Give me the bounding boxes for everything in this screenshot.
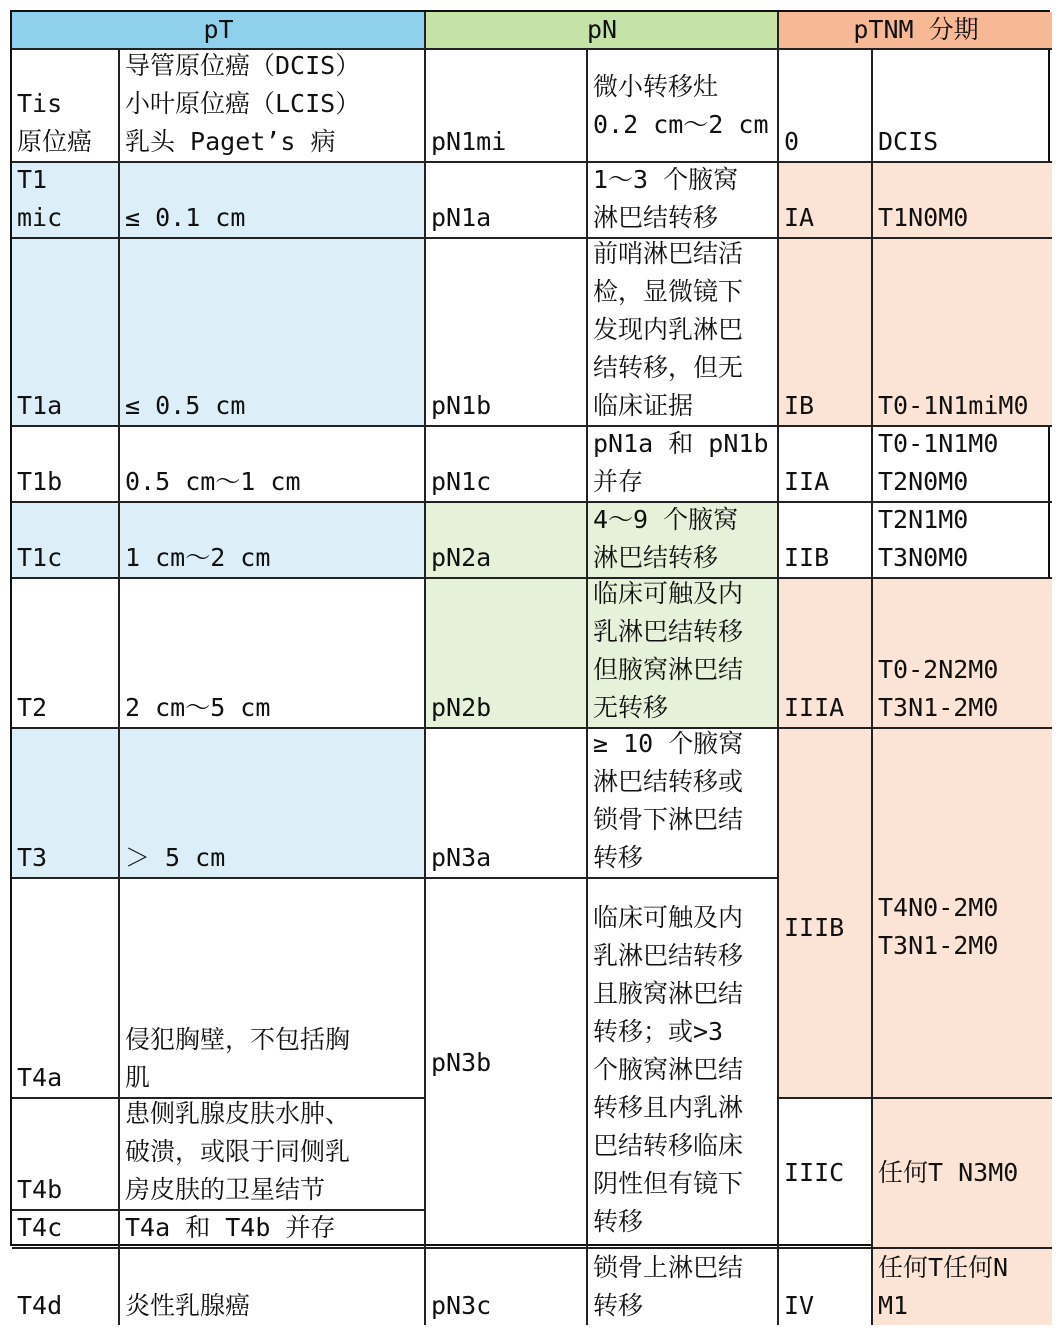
pn-code-n1a: pN1a — [426, 163, 588, 239]
pt-code-t4c: T4c — [12, 1211, 120, 1249]
pn-code-n1mi: pN1mi — [426, 50, 588, 163]
pt-code-tis: Tis 原位癌 — [12, 50, 120, 163]
pt-code-t1b: T1b — [12, 427, 120, 503]
pt-code-t2: T2 — [12, 579, 120, 729]
pn-desc-n3c: 锁骨上淋巴结 转移 — [588, 1249, 779, 1325]
pn-code-n1c: pN1c — [426, 427, 588, 503]
pt-desc-t1b: 0.5 cm～1 cm — [120, 427, 426, 503]
stage-tnm-iib: T2N1M0 T3N0M0 — [873, 503, 1052, 579]
stage-code-iib: IIB — [779, 503, 873, 579]
pt-code-t1c: T1c — [12, 503, 120, 579]
pt-code-t1mic: T1 mic — [12, 163, 120, 239]
pt-desc-t1c: 1 cm～2 cm — [120, 503, 426, 579]
pn-desc-n2b: 临床可触及内 乳淋巴结转移 但腋窝淋巴结 无转移 — [588, 579, 779, 729]
stage-code-ia: IA — [779, 163, 873, 239]
stage-code-iiia: IIIA — [779, 579, 873, 729]
tnm-staging-table — [10, 10, 1050, 1320]
stage-tnm-iiic: 任何T N3M0 — [873, 1099, 1052, 1249]
pt-code-t4b: T4b — [12, 1099, 120, 1211]
header-ptnm: pTNM 分期 — [779, 12, 1052, 50]
pt-desc-t4c: T4a 和 T4b 并存 — [120, 1211, 426, 1249]
stage-code-iiic: IIIC — [779, 1099, 873, 1249]
stage-tnm-ib: T0-1N1miM0 — [873, 239, 1052, 427]
pt-desc-t1a: ≤ 0.5 cm — [120, 239, 426, 427]
pn-desc-n1mi: 微小转移灶 0.2 cm～2 cm — [588, 50, 779, 163]
pt-desc-tis: 导管原位癌（DCIS） 小叶原位癌（LCIS） 乳头 Paget’s 病 — [120, 50, 426, 163]
pn-code-n3b: pN3b — [426, 879, 588, 1249]
pn-desc-n3a: ≥ 10 个腋窝 淋巴结转移或 锁骨下淋巴结 转移 — [588, 729, 779, 879]
pt-desc-t3: ＞ 5 cm — [120, 729, 426, 879]
pn-desc-n2a: 4～9 个腋窝 淋巴结转移 — [588, 503, 779, 579]
pt-code-t1a: T1a — [12, 239, 120, 427]
stage-code-ib: IB — [779, 239, 873, 427]
pn-code-n3a: pN3a — [426, 729, 588, 879]
pt-code-t4d: T4d — [12, 1249, 120, 1325]
pt-desc-t1mic: ≤ 0.1 cm — [120, 163, 426, 239]
pn-desc-n1a: 1～3 个腋窝 淋巴结转移 — [588, 163, 779, 239]
stage-tnm-iiia: T0-2N2M0 T3N1-2M0 — [873, 579, 1052, 729]
pn-code-n2b: pN2b — [426, 579, 588, 729]
stage-tnm-iia: T0-1N1M0 T2N0M0 — [873, 427, 1052, 503]
pn-code-n3c: pN3c — [426, 1249, 588, 1325]
header-pt: pT — [12, 12, 426, 50]
pn-desc-n3b: 临床可触及内 乳淋巴结转移 且腋窝淋巴结 转移；或>3 个腋窝淋巴结 转移且内乳淋 巴结转移临床 阴性但有镜下 转移 — [588, 879, 779, 1249]
pn-desc-n1b: 前哨淋巴结活 检，显微镜下 发现内乳淋巴 结转移，但无 临床证据 — [588, 239, 779, 427]
stage-tnm-ia: T1N0M0 — [873, 163, 1052, 239]
stage-code-iia: IIA — [779, 427, 873, 503]
pn-code-n1b: pN1b — [426, 239, 588, 427]
pn-desc-n1c: pN1a 和 pN1b 并存 — [588, 427, 779, 503]
stage-tnm-0: DCIS — [873, 50, 1052, 163]
pt-desc-t2: 2 cm～5 cm — [120, 579, 426, 729]
pt-desc-t4a: 侵犯胸壁，不包括胸 肌 — [120, 879, 426, 1099]
stage-tnm-iiib: T4N0-2M0 T3N1-2M0 — [873, 729, 1052, 1099]
pt-desc-t4b: 患侧乳腺皮肤水肿、 破溃，或限于同侧乳 房皮肤的卫星结节 — [120, 1099, 426, 1211]
stage-tnm-iv: 任何T任何N M1 — [873, 1249, 1052, 1325]
stage-code-iv: IV — [779, 1249, 873, 1325]
stage-code-iiib: IIIB — [779, 729, 873, 1099]
pt-code-t4a: T4a — [12, 879, 120, 1099]
pt-code-t3: T3 — [12, 729, 120, 879]
pn-code-n2a: pN2a — [426, 503, 588, 579]
pt-desc-t4d: 炎性乳腺癌 — [120, 1249, 426, 1325]
header-pn: pN — [426, 12, 779, 50]
stage-code-0: 0 — [779, 50, 873, 163]
